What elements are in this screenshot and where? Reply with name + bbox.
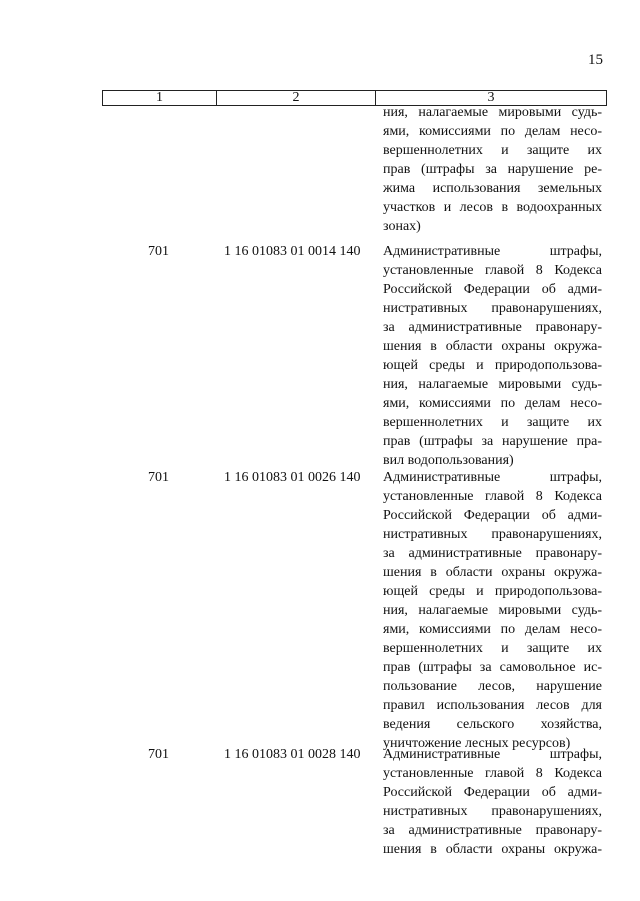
admin-code: 701 [148, 470, 169, 485]
page-number: 15 [588, 52, 603, 68]
admin-code: 701 [148, 244, 169, 259]
description-line: жима использования земельных [383, 181, 602, 196]
description-line: Административные штрафы, [383, 470, 602, 485]
description-line: ями, комиссиями по делам несо- [383, 622, 602, 637]
row-description [383, 745, 602, 859]
description-line: Административные штрафы, [383, 244, 602, 259]
description-line: вил водопользования) [383, 453, 514, 468]
description-line: прав (штрафы за самовольное ис- [383, 660, 602, 675]
description-line: пользование лесов, нарушение [383, 679, 602, 694]
description-line: шения в области охраны окружа- [383, 339, 602, 354]
description-line: установленные главой 8 Кодекса [383, 489, 602, 504]
column-header-2: 2 [217, 91, 376, 106]
description-line: ющей среды и природопользова- [383, 584, 602, 599]
description-line: Российской Федерации об адми- [383, 785, 602, 800]
description-line: уничтожение лесных ресурсов) [383, 736, 571, 751]
description-line: шения в области охраны окружа- [383, 565, 602, 580]
description-line: участков и лесов в водоохранных [383, 200, 602, 215]
description-line: ния, налагаемые мировыми судь- [383, 603, 602, 618]
description-line: ния, налагаемые мировыми судь- [383, 377, 602, 392]
description-line: установленные главой 8 Кодекса [383, 263, 602, 278]
description-line: зонах) [383, 219, 421, 234]
description-line: ющей среды и природопользова- [383, 358, 602, 373]
description-line: за административные правонару- [383, 320, 602, 335]
description-line: прав (штрафы за нарушение пра- [383, 434, 602, 449]
description-line: за административные правонару- [383, 546, 602, 561]
description-line: вершеннолетних и защите их [383, 415, 602, 430]
description-line: ями, комиссиями по делам несо- [383, 124, 602, 139]
description-line: нистративных правонарушениях, [383, 527, 602, 542]
description-line: установленные главой 8 Кодекса [383, 766, 602, 781]
description-line: нистративных правонарушениях, [383, 804, 602, 819]
row-description [383, 468, 602, 753]
description-line: вершеннолетних и защите их [383, 641, 602, 656]
description-line: ями, комиссиями по делам несо- [383, 396, 602, 411]
admin-code: 701 [148, 747, 169, 762]
budget-classification-code: 1 16 01083 01 0014 140 [224, 244, 361, 259]
budget-classification-code: 1 16 01083 01 0026 140 [224, 470, 361, 485]
description-line: Российской Федерации об адми- [383, 282, 602, 297]
description-line: нистративных правонарушениях, [383, 301, 602, 316]
description-line: ведения сельского хозяйства, [383, 717, 602, 732]
row-description [383, 242, 602, 470]
column-header-3: 3 [376, 91, 607, 106]
description-line: Российской Федерации об адми- [383, 508, 602, 523]
description-line: ния, налагаемые мировыми судь- [383, 105, 602, 120]
column-header-1: 1 [103, 91, 217, 106]
budget-classification-code: 1 16 01083 01 0028 140 [224, 747, 361, 762]
description-line: шения в области охраны окружа- [383, 842, 602, 857]
description-line: правил использования лесов для [383, 698, 602, 713]
description-line: за административные правонару- [383, 823, 602, 838]
description-line: прав (штрафы за нарушение ре- [383, 162, 602, 177]
description-line: Административные штрафы, [383, 747, 602, 762]
description-line: вершеннолетних и защите их [383, 143, 602, 158]
continuation-description [383, 103, 602, 236]
